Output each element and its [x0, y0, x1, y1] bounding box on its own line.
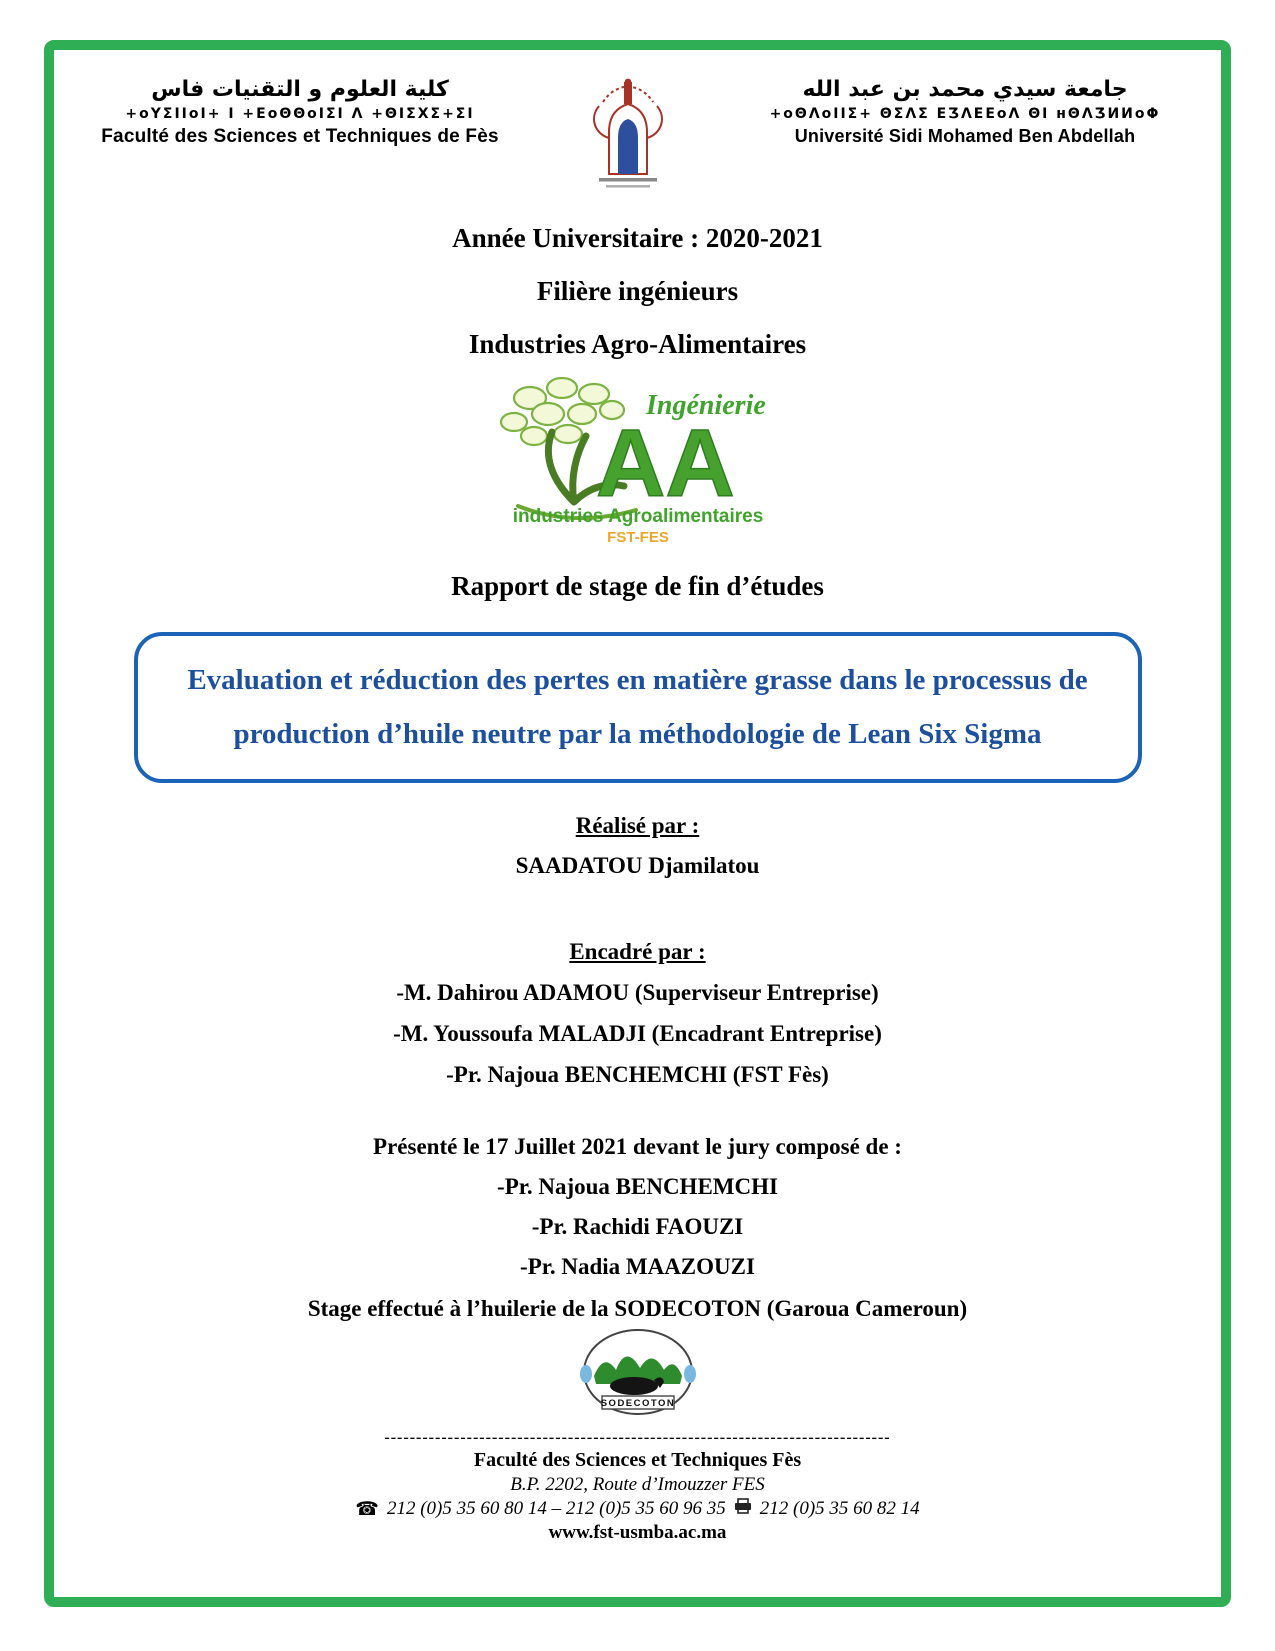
iaa-letters-text: AA	[595, 410, 735, 517]
faculty-block	[80, 76, 520, 149]
jury-member-line: -Pr. Rachidi FAOUZI	[531, 1214, 744, 1240]
report-title-box	[134, 632, 1142, 783]
faculty-name-tifinagh: +oYΣIIoI+ I +EoΘΘoIΣI Λ +ΘIΣXΣ+ΣI	[125, 105, 475, 122]
footer-fax: 212 (0)5 35 60 82 14	[759, 1498, 920, 1520]
iaa-script-text: Ingénierie	[645, 390, 766, 421]
report-title: Evaluation et réduction des pertes en matière grasse dans le processus de production d’huile neutre par la méthodologie de Lean Six Sigma	[187, 664, 1088, 750]
program-line: Filière ingénieurs	[536, 276, 739, 306]
sodecoton-logo	[576, 1326, 700, 1427]
jury-member-line: -Pr. Najoua BENCHEMCHI	[497, 1174, 778, 1200]
jury-intro-line: Présenté le 17 Juillet 2021 devant le jury composé de :	[373, 1134, 902, 1160]
iaa-campus-text: FST-FES	[606, 529, 669, 546]
university-name-french: Université Sidi Mohamed Ben Abdellah	[794, 126, 1136, 146]
supervisor-line: -M. Dahirou ADAMOU (Superviseur Entreprise)	[396, 980, 879, 1006]
university-name-arabic: جامعة سيدي محمد بن عبد الله	[802, 77, 1128, 102]
realise-par-label: Réalisé par :	[575, 813, 700, 839]
encadre-par-label: Encadré par :	[569, 939, 706, 965]
university-name-tifinagh: +oΘΛoIIΣ+ ΘΣΛΣ EƷΛEEoΛ ΘI ʜΘΛƷИИoΦ	[769, 105, 1161, 122]
supervisor-line: -Pr. Najoua BENCHEMCHI (FST Fès)	[446, 1062, 829, 1088]
jury-member-line: -Pr. Nadia MAAZOUZI	[520, 1254, 755, 1280]
iaa-caption-text: industries Agroalimentaires	[512, 506, 763, 527]
university-block	[735, 76, 1195, 148]
academic-year: Année Universitaire : 2020-2021	[452, 223, 823, 253]
stage-location-line: Stage effectué à l’huilerie de la SODECOTON (Garoua Cameroun)	[307, 1296, 968, 1322]
supervisor-line: -M. Youssoufa MALADJI (Encadrant Entreprise)	[393, 1021, 882, 1047]
university-emblem-logo	[579, 76, 677, 197]
footer-address: B.P. 2202, Route d’Imouzzer FES	[510, 1474, 765, 1496]
sodecoton-label-text: SODECOTON	[600, 1398, 675, 1410]
sodecoton-logo-icon	[576, 1326, 700, 1422]
header	[80, 76, 1195, 197]
author-name: SAADATOU Djamilatou	[515, 853, 760, 879]
faculty-name-french: Faculté des Sciences et Techniques de Fès	[101, 126, 499, 147]
footer-divider: --------------------------------------------------------------------------------	[384, 1429, 891, 1447]
faculty-name-arabic: كلية العلوم و التقنيات فاس	[151, 77, 449, 102]
page-content	[80, 62, 1195, 1544]
footer-contact-line	[355, 1498, 919, 1520]
footer-institution: Faculté des Sciences et Techniques Fès	[473, 1449, 802, 1472]
university-emblem-icon	[579, 76, 677, 192]
iaa-logo	[478, 370, 798, 553]
phone-icon: ☎	[355, 1498, 379, 1521]
fax-icon	[734, 1498, 752, 1520]
footer-phones: 212 (0)5 35 60 80 14 – 212 (0)5 35 60 96 35	[386, 1498, 726, 1520]
report-type-line: Rapport de stage de fin d’études	[451, 571, 824, 601]
specialty-line: Industries Agro-Alimentaires	[468, 329, 807, 359]
footer-website: www.fst-usmba.ac.ma	[548, 1522, 727, 1544]
iaa-tree-logo-icon	[478, 370, 798, 548]
